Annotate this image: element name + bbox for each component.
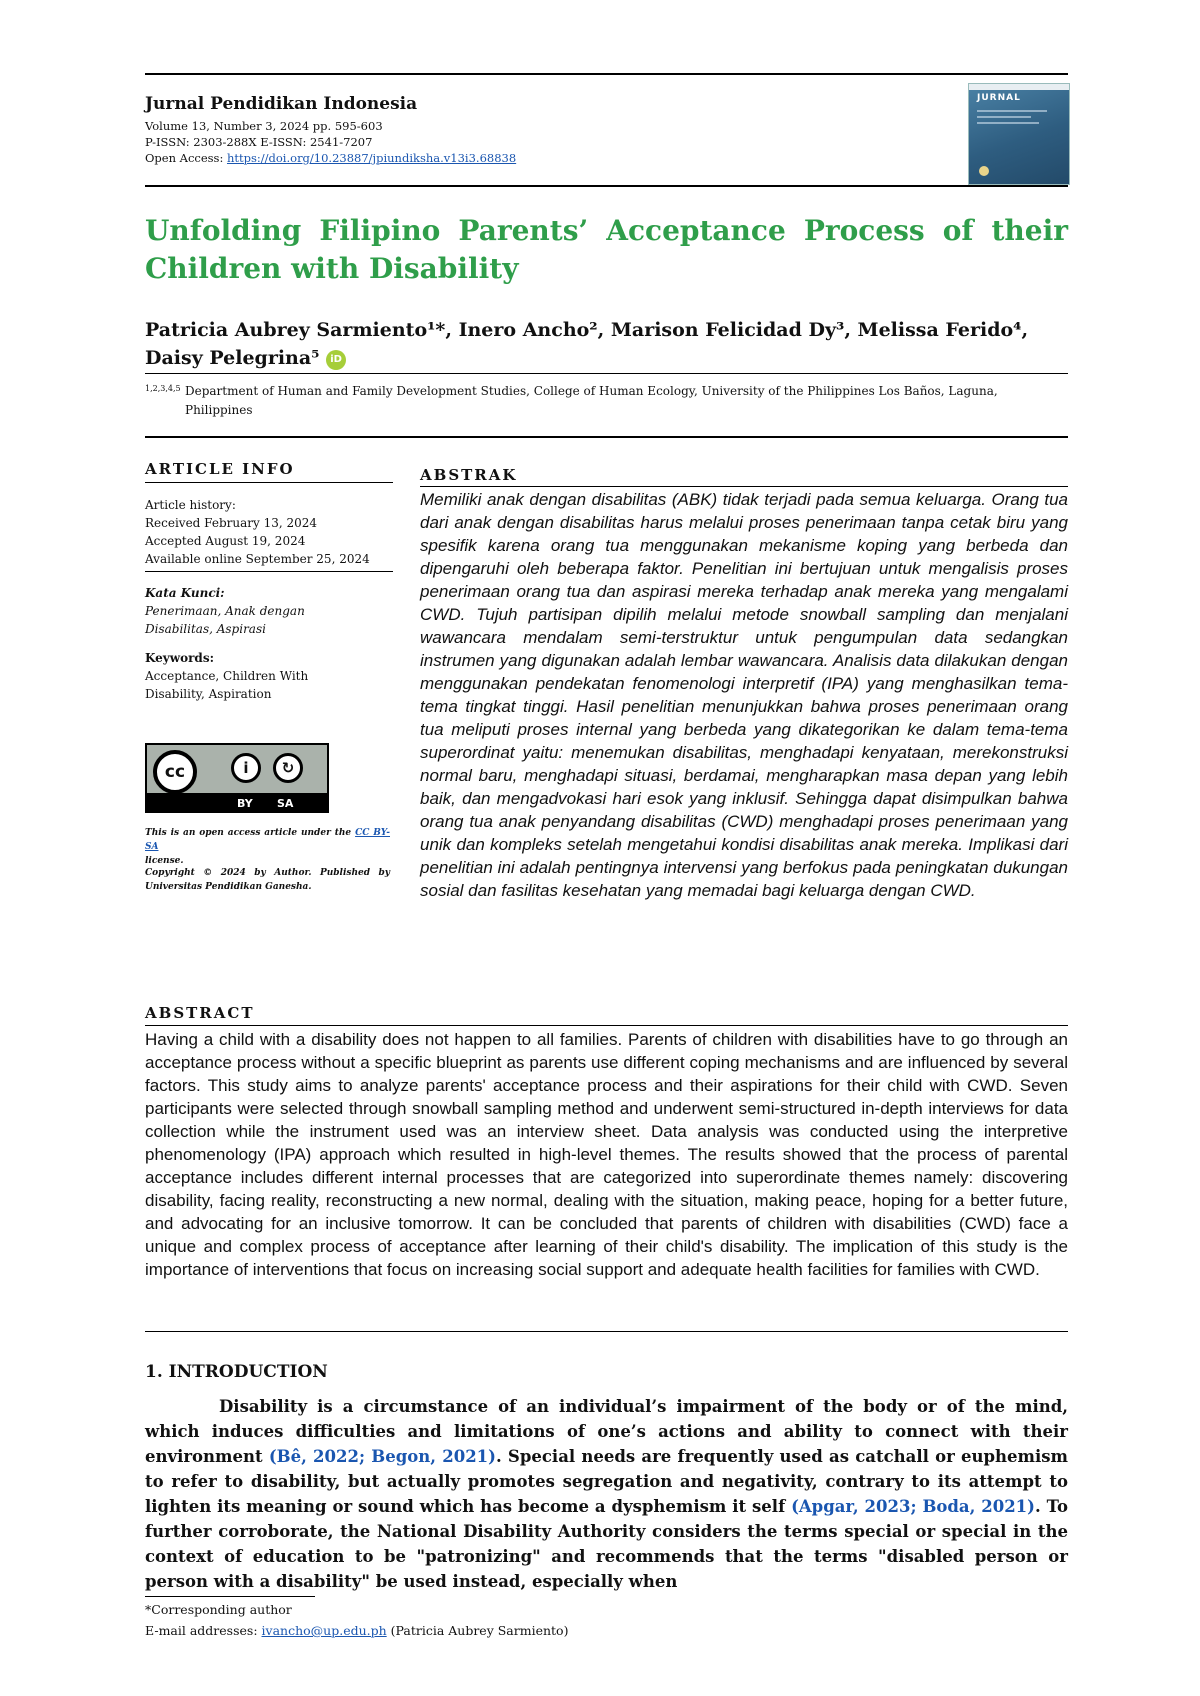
introduction-text: Disability is a circumstance of an individual’s impairment of the body or of the mind, which induces difficulties and limitations of one’s actions and ability to connect with their environment (Bê, 2022; Begon, 2021). Special needs are frequently used as catchall or euphemism to refer to disability, but actually promotes segregation and negativity, contrary to its attempt to lighten its meaning or sound which has become a dysphemism it self (Apgar, 2023; Boda, 2021). To further corroborate, the National Disability Authority considers the terms special or special in the context of education to be "patronizing" and recommends that the terms "disabled person or person with a disability" be used instead, especially when [145,1397,1069,1591]
cover-title: JURNAL [977,93,1021,103]
article-history [145,496,370,568]
email-link[interactable]: ivancho@up.edu.ph [261,1623,387,1638]
cc-by-sa-badge[interactable] [145,743,329,813]
journal-volume: Volume 13, Number 3, 2024 pp. 595-603 [145,119,383,133]
kata-kunci-line-1: Penerimaan, Anak dengan [145,604,305,618]
email-line: E-mail addresses: ivancho@up.edu.ph (Patricia Aubrey Sarmiento) [145,1623,569,1638]
cc-by-label: BY [237,797,253,810]
journal-cover-image [968,83,1070,185]
keywords-block [145,649,308,703]
abstrak-heading: ABSTRAK [420,466,518,484]
open-access-label: Open Access: [145,151,224,165]
abstrak-text: Memiliki anak dengan disabilitas (ABK) tidak terjadi pada semua keluarga. Orang tua dari anak dengan disabilitas harus melalui proses penerimaan tanpa cetak biru yang spesifik karena orang tua menggunakan mekanisme koping yang berbeda dan dipengaruhi oleh beberapa faktor. Penelitian ini bertujuan untuk mengalisis proses penerimaan orang tua dan aspirasi mereka terhadap anak mereka yang mengalami CWD. Tujuh partisipan dipilih melalui metode snowball sampling dan menjalani wawancara mendalam semi-terstruktur untuk pengumpulan data sedangkan instrumen yang digunakan adalah lembar wawancara. Analisis data dilakukan dengan menggunakan pendekatan fenomenologi interpretif (IPA) yang menghasilkan tema-tema tingkat tinggi. Hasil penelitian menunjukkan bahwa proses penerimaan orang tua meliputi proses internal yang berbeda yang dikategorikan ke dalam tema-tema superordinat yaitu: menemukan disabilitas, menghadapi kenyataan, merekonstruksi normal baru, menghadapi situasi, berdamai, mengharapkan masa depan yang lebih baik, dan mengadvokasi hari esok yang inklusif. Sehingga dapat disimpulkan bahwa orang tua anak penyandang disabilitas (CWD) menghadapi proses penerimaan yang unik dan kompleks setelah mengetahui kondisi disabilitas anak mereka. Implikasi dari penelitian ini adalah pentingnya intervensi yang berfokus pada peningkatan dukungan sosial dan fasilitas kesehatan yang memadai bagi keluarga dengan CWD. [420,490,1068,900]
citation-link[interactable]: (Apgar, 2023; Boda, 2021) [791,1497,1035,1516]
abstract-text: Having a child with a disability does not happen to all families. Parents of children with disabilities have to go through an acceptance process without a specific blueprint as parents use different coping mechanisms and are influenced by several factors. This study aims to analyze parents' acceptance process and their aspirations for their child with CWD. Seven participants were selected through snowball sampling method and underwent semi-structured in-depth interviews for data collection while the instrument used was an interview sheet. Data analysis was conducted using the interpretive phenomenology (IPA) approach which resulted in high-level themes. The results showed that the process of parental acceptance includes different internal processes that are categorized into superordinate themes namely: discovering disability, facing reality, reconstructing a new normal, dealing with the situation, making peace, hoping for a better future, and advocating for an inclusive tomorrow. It can be concluded that parents of children with disabilities (CWD) face a unique and complex process of acceptance after learning of their child's disability. The implication of this study is the importance of interventions that focus on increasing social support and adequate health facilities for families with CWD. [145,1030,1068,1279]
license-note: This is an open access article under the CC BY-SA license. [145,828,390,866]
header-bottom-rule [145,185,1068,187]
journal-name: Jurnal Pendidikan Indonesia [145,94,418,114]
affiliation-numbers: 1,2,3,4,5 [145,384,181,393]
cc-sa-label: SA [277,797,294,810]
affiliation: Department of Human and Family Development Studies, College of Human Ecology, University of the Philippines Los Baños, Laguna, Philippines [185,384,998,417]
share-alike-icon: ↻ [273,753,303,783]
article-title: Unfolding Filipino Parents’ Acceptance Process of their Children with Disability [145,214,1068,285]
available-date: Available online September 25, 2024 [145,552,370,566]
keywords-label: Keywords: [145,651,215,665]
kata-kunci-block [145,584,305,638]
copyright-note: Copyright © 2024 by Author. Published by Universitas Pendidikan Ganesha. [145,868,390,892]
citation-link[interactable]: (Bê, 2022; Begon, 2021) [268,1447,496,1466]
article-info-heading: ARTICLE INFO [145,460,295,478]
orcid-icon[interactable]: iD [326,350,346,370]
history-rule [145,571,393,572]
footnote-rule [145,1596,315,1597]
authors-line-2: Daisy Pelegrina⁵ iD [145,344,1068,372]
kata-kunci-line-2: Disabilitas, Aspirasi [145,622,266,636]
cc-icon: cc [153,750,197,794]
history-label: Article history: [145,498,236,512]
authors-line-1: Patricia Aubrey Sarmiento¹*, Inero Ancho², Marison Felicidad Dy³, Melissa Ferido⁴, [145,319,1029,341]
kata-kunci-label: Kata Kunci: [145,586,225,600]
attribution-icon: i [231,753,261,783]
cover-seal-icon [979,166,989,176]
journal-issn: P-ISSN: 2303-288X E-ISSN: 2541-7207 [145,135,373,149]
corresponding-author-note: *Corresponding author [145,1602,292,1617]
abstract-rule [145,1025,1068,1026]
abstract-heading: ABSTRACT [145,1004,255,1022]
author-list [145,316,1068,372]
abstract-bottom-rule [145,1331,1068,1332]
article-info-rule [145,482,393,483]
header-top-rule [145,73,1068,75]
open-access-line [145,150,516,167]
affiliation-rule [145,436,1068,438]
introduction-heading: 1. INTRODUCTION [145,1362,328,1382]
received-date: Received February 13, 2024 [145,516,318,530]
keywords-line-2: Disability, Aspiration [145,687,272,701]
cc-by-sa-link[interactable]: CC BY-SA [145,828,390,852]
accepted-date: Accepted August 19, 2024 [145,534,306,548]
abstrak-rule [420,486,1068,487]
doi-link[interactable]: https://doi.org/10.23887/jpiundiksha.v13i3.68838 [226,151,517,165]
keywords-line-1: Acceptance, Children With [145,669,309,683]
authors-rule [145,373,1068,374]
